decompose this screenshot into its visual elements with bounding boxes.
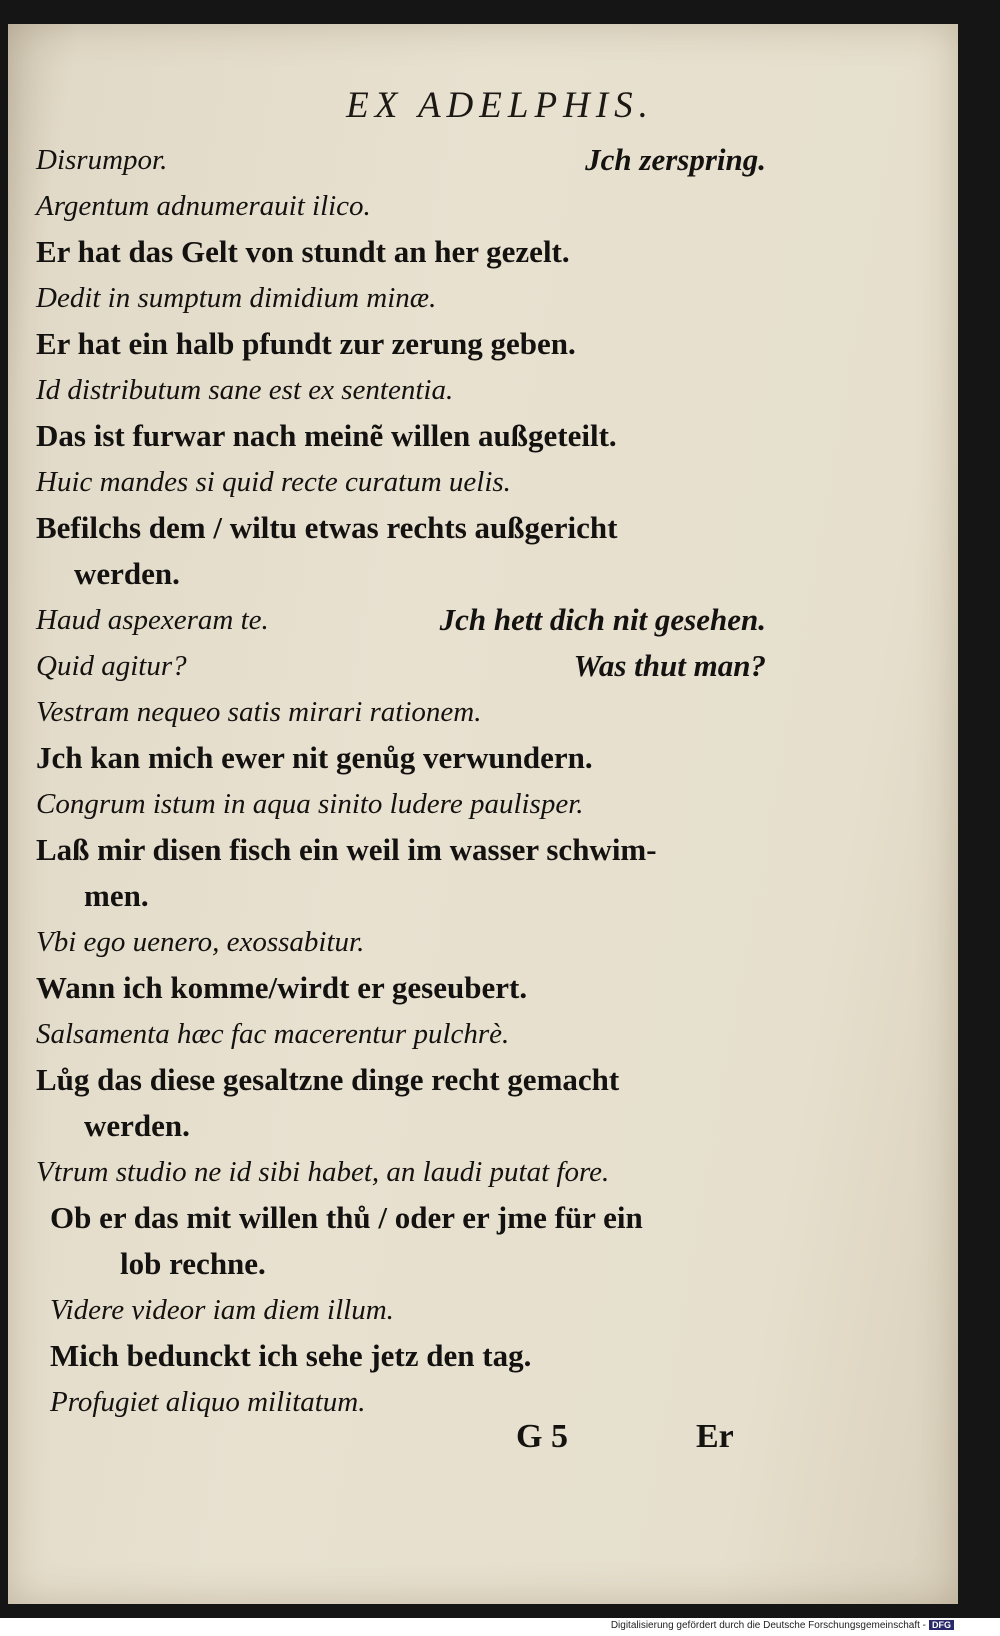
line-18: Vbi ego uenero, exossabitur. [36, 926, 365, 958]
line-1-latin: Disrumpor. [36, 144, 168, 176]
line-13: Vestram nequeo satis mirari rationem. [36, 696, 482, 728]
footer-text: Digitalisierung gefördert durch die Deutsche Forschungsgemeinschaft - [610, 1620, 926, 1631]
line-12-german: Was thut man? [573, 648, 766, 683]
line-11 [36, 600, 766, 640]
line-4: Dedit in sumptum dimidium minæ. [36, 282, 437, 314]
catchword: Er [696, 1418, 734, 1455]
digitization-footer [611, 1620, 954, 1631]
line-12-latin: Quid agitur? [36, 650, 187, 682]
line-23: Vtrum studio ne id sibi habet, an laudi putat fore. [36, 1156, 610, 1188]
line-9: Befilchs dem / wiltu etwas rechts außgericht [36, 510, 618, 545]
line-15: Congrum istum in aqua sinito ludere paulisper. [36, 788, 584, 820]
dfg-logo-icon: DFG [929, 1620, 954, 1630]
line-24: Ob er das mit willen thů / oder er jme für ein [50, 1200, 643, 1235]
line-14: Jch kan mich ewer nit genůg verwundern. [36, 740, 593, 775]
line-21: Lůg das diese gesaltzne dinge recht gemacht [36, 1062, 620, 1097]
line-28: Profugiet aliquo militatum. [50, 1386, 366, 1418]
line-25: lob rechne. [120, 1246, 266, 1281]
line-1 [36, 140, 766, 180]
line-11-german: Jch hett dich nit gesehen. [439, 602, 766, 637]
line-11-latin: Haud aspexeram te. [36, 604, 269, 636]
line-8: Huic mandes si quid recte curatum uelis. [36, 466, 511, 498]
line-12 [36, 646, 766, 686]
line-16: Laß mir disen fisch ein weil im wasser schwim- [36, 832, 657, 867]
line-5: Er hat ein halb pfundt zur zerung geben. [36, 326, 576, 361]
line-6: Id distributum sane est ex sententia. [36, 374, 454, 406]
line-20: Salsamenta hæc fac macerentur pulchrè. [36, 1018, 510, 1050]
line-2: Argentum adnumerauit ilico. [36, 190, 371, 222]
line-27: Mich bedunckt ich sehe jetz den tag. [50, 1338, 532, 1373]
line-10: werden. [74, 556, 180, 591]
line-22: werden. [84, 1108, 190, 1143]
line-3: Er hat das Gelt von stundt an her gezelt. [36, 234, 570, 269]
line-17: men. [84, 878, 149, 913]
line-19: Wann ich komme/wirdt er geseubert. [36, 970, 528, 1005]
line-7: Das ist furwar nach meinẽ willen außgeteilt. [36, 418, 617, 453]
running-header: EX ADELPHIS. [346, 85, 654, 126]
line-1-german: Jch zerspring. [585, 142, 766, 177]
line-26: Videre videor iam diem illum. [50, 1294, 394, 1326]
signature-mark: G 5 [516, 1418, 568, 1455]
